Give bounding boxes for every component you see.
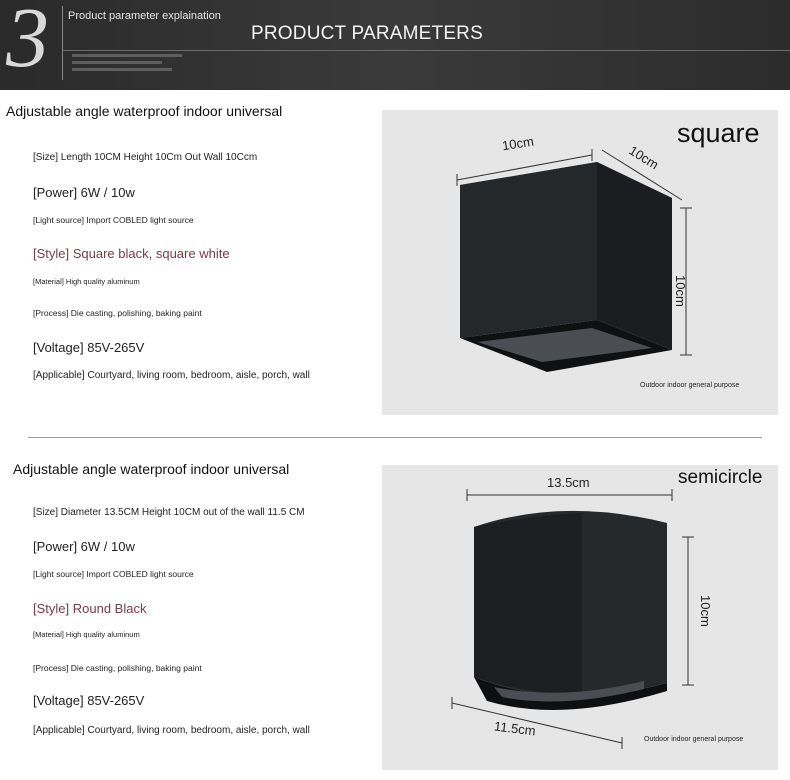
square-lamp-illustration — [382, 110, 778, 415]
section-2-power: [Power] 6W / 10w — [33, 539, 135, 554]
semicircle-lamp-panel — [382, 465, 778, 770]
section-2-process: [Process] Die casting, polishing, baking paint — [33, 663, 202, 673]
banner-decorative-lines — [72, 54, 182, 75]
panel-caption: Outdoor indoor general purpose — [640, 382, 740, 389]
section-2-size: [Size] Diameter 13.5CM Height 10CM out of the wall 11.5 CM — [33, 507, 305, 518]
header-banner — [0, 0, 790, 90]
section-1-power: [Power] 6W / 10w — [33, 185, 135, 200]
dim-depth-label: 10cm — [626, 142, 662, 173]
section-2-material: [Material] High quality aluminum — [33, 630, 140, 639]
dim-width-label: 10cm — [501, 133, 535, 154]
banner-divider-vertical — [62, 6, 63, 80]
section-2-style: [Style] Round Black — [33, 601, 147, 616]
section-2-heading: Adjustable angle waterproof indoor universal — [13, 461, 290, 477]
dim-depth-label: 11.5cm — [493, 718, 537, 739]
section-1-voltage: [Voltage] 85V-265V — [33, 340, 145, 355]
section-number: 3 — [6, 0, 49, 85]
section-1-applicable: [Applicable] Courtyard, living room, bedroom, aisle, porch, wall — [33, 370, 310, 381]
dim-height-label: 10cm — [673, 275, 688, 307]
shape-label-square: square — [677, 118, 760, 148]
square-lamp-panel — [382, 110, 778, 415]
section-1-heading: Adjustable angle waterproof indoor universal — [6, 103, 283, 119]
shape-label-semicircle: semicircle — [678, 467, 763, 488]
section-2-applicable: [Applicable] Courtyard, living room, bedroom, aisle, porch, wall — [33, 725, 310, 736]
panel-caption: Outdoor indoor general purpose — [644, 736, 744, 743]
semicircle-lamp-illustration — [382, 465, 778, 770]
banner-divider-horizontal — [62, 50, 790, 51]
section-1-process: [Process] Die casting, polishing, baking paint — [33, 308, 202, 318]
section-2-light-source: [Light source] Import COBLED light source — [33, 569, 194, 579]
section-1-material: [Material] High quality aluminum — [33, 277, 140, 286]
section-1-size: [Size] Length 10CM Height 10Cm Out Wall 10Ccm — [33, 152, 258, 163]
section-divider — [28, 437, 762, 438]
section-1-style: [Style] Square black, square white — [33, 246, 230, 261]
section-1-light-source: [Light source] Import COBLED light source — [33, 215, 194, 225]
banner-subtitle: Product parameter explaination — [68, 10, 221, 22]
section-2-voltage: [Voltage] 85V-265V — [33, 693, 145, 708]
dim-height-label: 10cm — [698, 595, 713, 627]
dim-diameter-label: 13.5cm — [547, 475, 590, 490]
page-title: PRODUCT PARAMETERS — [251, 23, 483, 44]
